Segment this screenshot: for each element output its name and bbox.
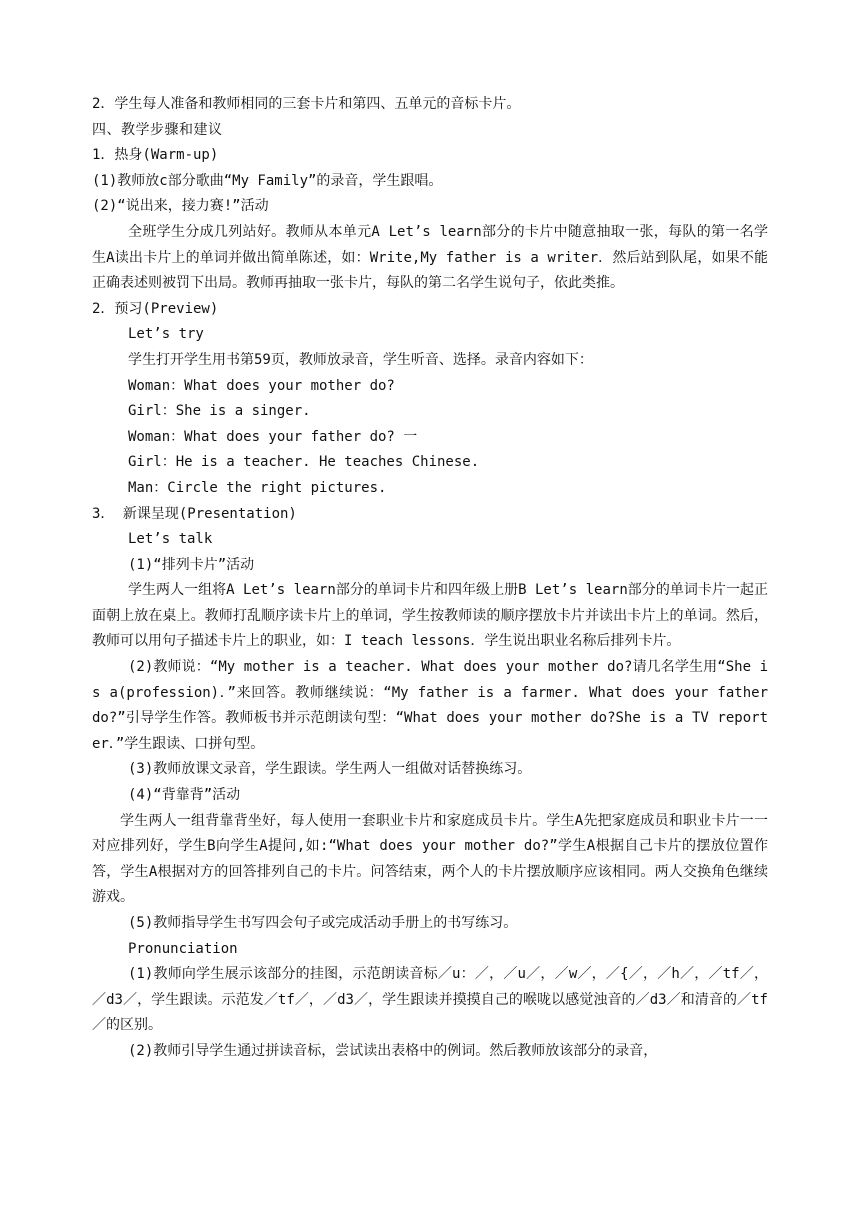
step-heading: 3． 新课呈现(Presentation) (92, 505, 297, 522)
dialogue-line: Woman：What does your mother do? (128, 377, 395, 394)
text-line: (2)“说出来，接力赛!”活动 (92, 198, 269, 215)
dialogue-line: Girl：He is a teacher. He teaches Chinese. (128, 454, 480, 471)
text-line: (1)教师放c部分歌曲“My Family”的录音，学生跟唱。 (92, 172, 443, 189)
subheading: Pronunciation (128, 940, 238, 957)
section-heading: 四、教学步骤和建议 (92, 121, 223, 138)
text-line: (3)教师放课文录音，学生跟读。学生两人一组做对话替换练习。 (128, 761, 532, 778)
text-line: (1)“排列卡片”活动 (128, 556, 255, 573)
paragraph: 学生两人一组将A Let’s learn部分的单词卡片和四年级上册B Let’s learn部分的单词卡片一起正面朝上放在桌上。教师打乱顺序读卡片上的单词，学生按教师读的顺序摆放卡片并读出卡片上的单词。然后，教师可以用句子描述卡片上的职业，如：I teach lessons．学生说出职业名称后排列卡片。 (92, 582, 768, 650)
paragraph: (2)教师引导学生通过拼读音标，尝试读出表格中的例词。然后教师放该部分的录音， (128, 1042, 658, 1059)
paragraph: 全班学生分成几列站好。教师从本单元A Let’s learn部分的卡片中随意抽取一张，每队的第一名学生A读出卡片上的单词并做出简单陈述，如：Write,My father is a writer．然后站到队尾，如果不能正确表述则被罚下出局。教师再抽取一张卡片，每队的第二名学生说句子，依此类推。 (92, 223, 768, 292)
subheading: Let’s try (128, 326, 204, 343)
text-line: (4)“背靠背”活动 (128, 787, 241, 804)
paragraph: 学生两人一组背靠背坐好，每人使用一套职业卡片和家庭成员卡片。学生A先把家庭成员和职业卡片一一对应排列好，学生B向学生A提问,如:“What does your mother do?”学生A根据自己卡片的摆放位置作答，学生A根据对方的回答排列自己的卡片。问答结束，两个人的卡片摆放顺序应该相同。两人交换角色继续游戏。 (92, 812, 768, 906)
document-page (92, 92, 768, 1065)
paragraph: (1)教师向学生展示该部分的挂图，示范朗读音标／u：／，／u／，／w／，／{／，／h／，／tf／，／d3／，学生跟读。示范发／tf／，／d3／，学生跟读并摸摸自己的喉咙以感觉浊音的／d3／和清音的／tf／的区别。 (92, 966, 768, 1034)
text-line: 学生打开学生用书第59页，教师放录音，学生听音、选择。录音内容如下： (128, 351, 593, 368)
paragraph: (2)教师说：“My mother is a teacher. What does your mother do?请几名学生用“She is a(profession)．”来回答。教师继续说：“My father is a farmer. What does your father do?”引导学生作答。教师板书并示范朗读句型：“What does your mother do?She is a TV reporter．”学生跟读、口拼句型。 (92, 659, 768, 752)
dialogue-line: Girl：She is a singer. (128, 403, 311, 420)
dialogue-line: Man：Circle the right pictures. (128, 479, 387, 496)
dialogue-line: Woman：What does your father do? 一 (128, 428, 418, 445)
step-heading: 1．热身(Warm-up) (92, 147, 219, 164)
subheading: Let’s talk (128, 531, 213, 548)
text-line: 2．学生每人准备和教师相同的三套卡片和第四、五单元的音标卡片。 (92, 96, 521, 112)
step-heading: 2．预习(Preview) (92, 300, 219, 317)
text-line: (5)教师指导学生书写四会句子或完成活动手册上的书写练习。 (128, 915, 518, 931)
